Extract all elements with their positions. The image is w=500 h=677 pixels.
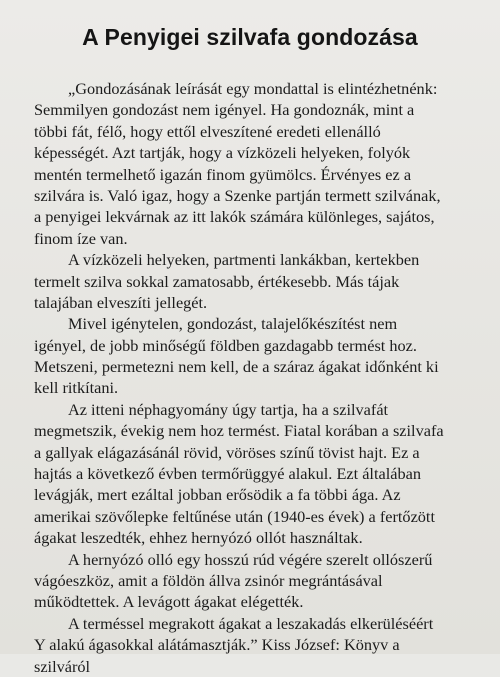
text-line: A terméssel megrakott ágakat a leszakadás elkerüléséért [68, 613, 434, 633]
text-line: talajában elveszíti jellegét. [34, 292, 208, 312]
text-line: a gallyak elágazásánál rövid, vöröses színű tövist hajt. Ez a [34, 442, 420, 462]
body-text [34, 78, 486, 677]
text-line: A vízközeli helyeken, partmenti lankákban, kertekben [68, 250, 420, 270]
text-line: Az itteni néphagyomány úgy tartja, ha a szilvafát [68, 399, 389, 419]
text-line: Y alakú ágasokkal alátámasztják.” Kiss József: Könyv a [34, 635, 400, 655]
text-line: képességét. Azt tartják, hogy a vízközeli helyeken, folyók [34, 143, 411, 163]
text-line: ágakat leszedték, ehhez hernyózó ollót használtak. [34, 528, 363, 548]
page-title: A Penyigei szilvafa gondozása [82, 24, 418, 50]
text-line: vágóeszköz, amit a földön állva zsinór megrántásával [34, 570, 383, 590]
text-line: hajtás a következő évben termőrüggyé alakul. Ezt általában [34, 464, 421, 484]
text-line: többi fát, félő, hogy ettől elveszítené eredeti ellenálló [34, 121, 381, 141]
text-line: szilváról [34, 656, 91, 676]
text-line: levágják, mert ezáltal jobban erősödik a fa többi ága. Az [34, 485, 401, 505]
text-line: mentén termelhető igazán finom gyümölcs. Érvényes ez a [34, 164, 412, 184]
text-line: szilvára is. Való igaz, hogy a Szenke partján termett szilvának, [34, 185, 441, 205]
text-line: „Gondozásának leírását egy mondattal is elintézhetnénk: [68, 79, 438, 98]
text-line: Mivel igénytelen, gondozást, talajelőkészítést nem [68, 314, 398, 334]
paragraph-care [34, 313, 486, 399]
paragraph-support [34, 613, 486, 677]
paragraph-pruner [34, 549, 486, 613]
paragraph-waterside [34, 249, 486, 313]
text-line: Semmilyen gondozást nem igényel. Ha gondoznák, mint a [34, 100, 415, 120]
text-line: termelt szilva sokkal zamatosabb, értékesebb. Más tájak [34, 271, 400, 291]
paragraph-tradition [34, 399, 486, 549]
text-line: igényel, de jobb minőségű földben gazdagabb termést hoz. [34, 335, 417, 355]
text-line: A hernyózó olló egy hosszú rúd végére szerelt ollószerű [68, 549, 433, 569]
text-line: működtettek. A levágott ágakat elégették. [34, 592, 304, 612]
paragraph-intro [34, 78, 486, 249]
text-line: megmetszik, évekig nem hoz termést. Fiatal korában a szilvafa [34, 421, 444, 441]
text-line: amerikai szövőlepke feltűnése után (1940-es évek) a fertőzött [34, 506, 435, 526]
text-line: kell ritkítani. [34, 378, 119, 398]
text-line: Metszeni, permetezni nem kell, de a száraz ágakat időnként ki [34, 357, 439, 377]
text-line: finom íze van. [34, 228, 128, 248]
text-line: a penyigei lekvárnak az itt lakók számára különleges, sajátos, [34, 207, 435, 227]
